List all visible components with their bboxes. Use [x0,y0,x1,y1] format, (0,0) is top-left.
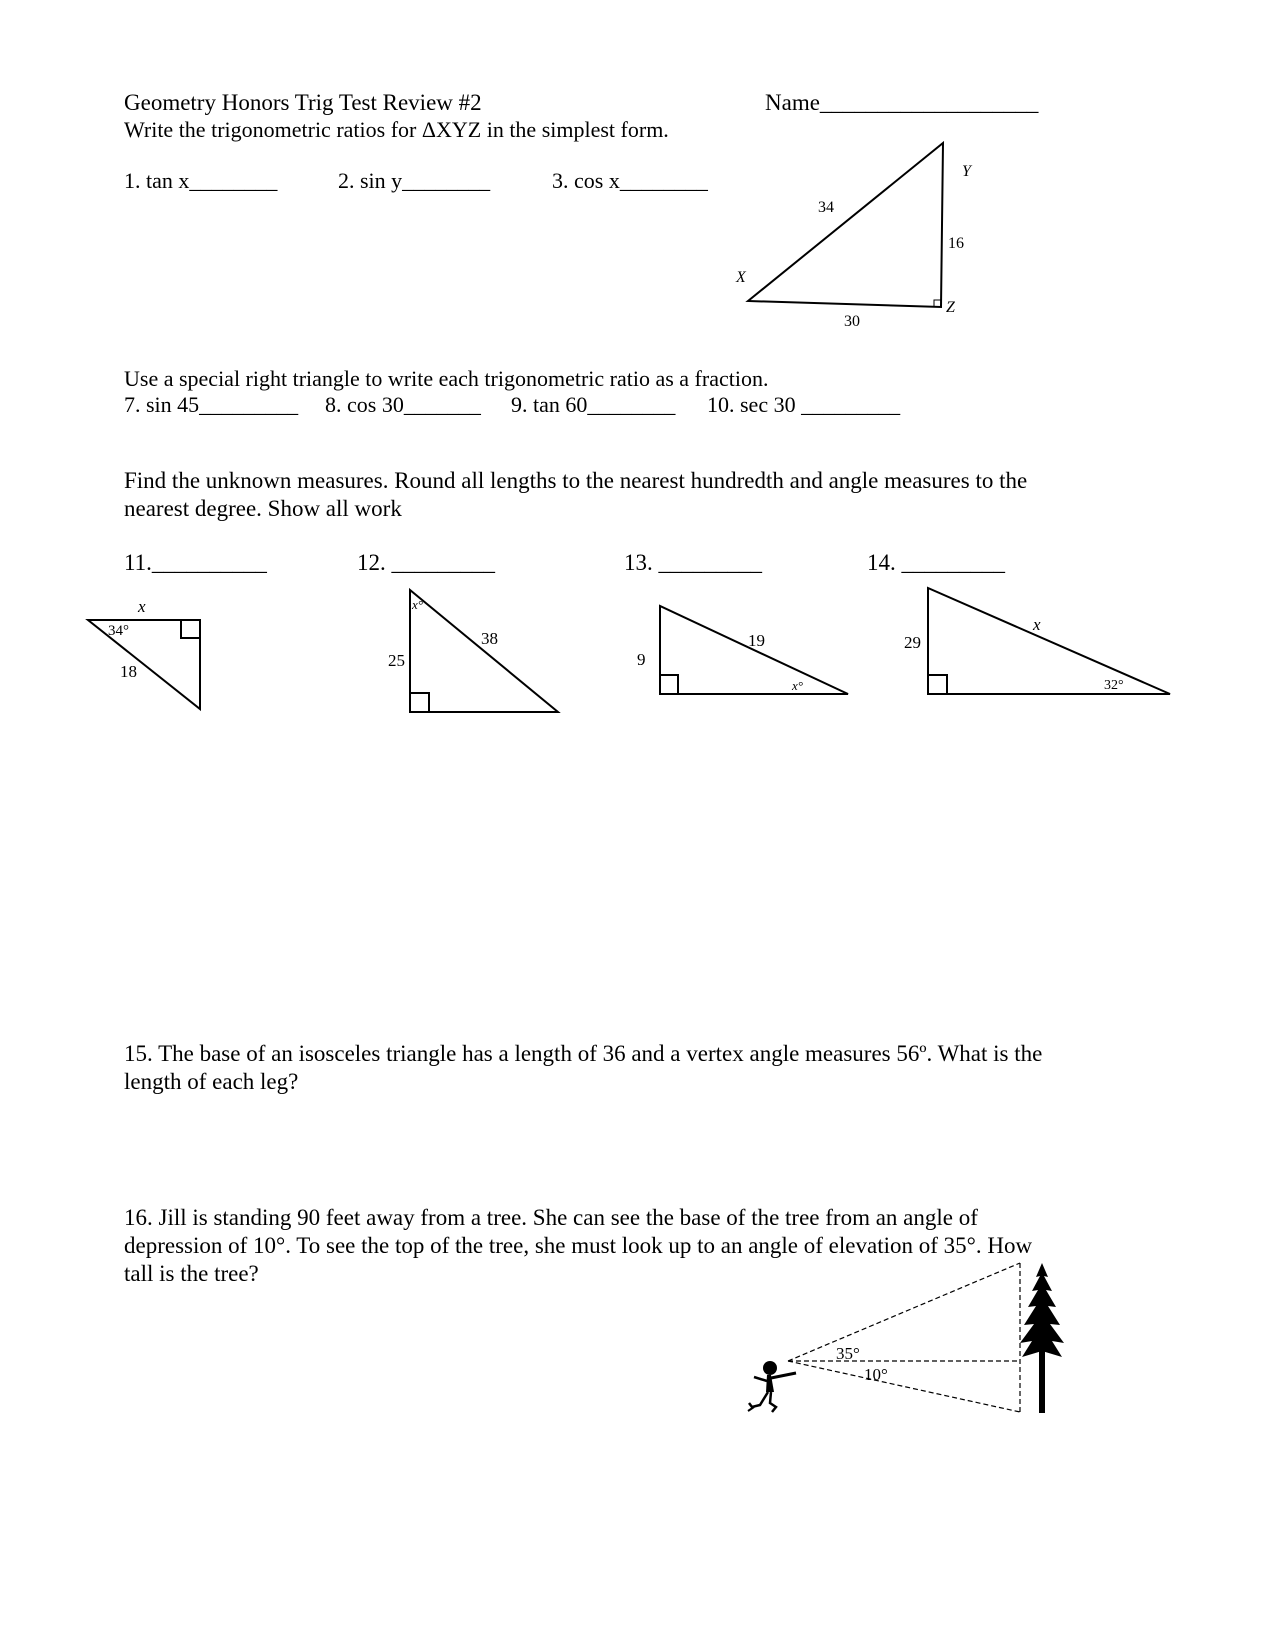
question-9: 9. tan 60________ [511,392,676,417]
figure-11-triangle [88,620,200,709]
vertical-leg-label: 16 [948,235,964,252]
figure-12 [380,585,570,720]
section1-instructions: Write the trigonometric ratios for ΔXYZ in the simplest form. [124,117,669,142]
figure-13-leg: 9 [637,650,646,669]
figure-14 [900,582,1180,702]
figure-11-hyp: 18 [120,662,137,681]
line-of-sight-top [788,1263,1020,1361]
figure-12-hyp: 38 [481,629,498,648]
right-angle-marker [181,620,200,638]
triangle-xyz-shape [748,143,943,307]
angle-depression-label: 10° [864,1365,888,1384]
question-14: 14. _________ [867,550,1005,575]
figure-12-leg: 25 [388,651,405,670]
figure-13-hyp: 19 [748,631,765,650]
hypotenuse-label: 34 [818,199,834,216]
figure-12-triangle [410,590,558,712]
triangle-xyz-figure [720,140,980,340]
vertex-y-label: Y [962,163,971,180]
figure-14-angle: 32° [1104,678,1124,693]
section2-instructions: Use a special right triangle to write each trigonometric ratio as a fraction. [124,366,769,391]
question-8: 8. cos 30_______ [325,392,481,417]
vertex-z-label: Z [946,299,955,316]
line-of-sight-base [788,1361,1020,1412]
right-angle-marker [660,675,678,694]
person-icon [748,1361,796,1412]
figure-14-triangle [928,588,1170,694]
figure-11-side-x: x [138,597,146,616]
question-13: 13. _________ [624,550,762,575]
horizontal-leg-label: 30 [844,313,860,330]
tree-icon [1020,1263,1064,1413]
question-7: 7. sin 45_________ [124,392,299,417]
question-2: 2. sin y________ [338,168,491,193]
right-angle-marker [928,675,947,694]
question-10: 10. sec 30 _________ [707,392,901,417]
question-3: 3. cos x________ [552,168,708,193]
question-15: 15. The base of an isosceles triangle has a length of 36 and a vertex angle measures 56º. What is the length of each leg? [124,1041,1043,1094]
tree-problem-figure [740,1255,1080,1430]
question-16: 16. Jill is standing 90 feet away from a tree. She can see the base of the tree from an angle of depression of 10°. To see the top of the tree, she must look up to an angle of elevation of 35°. How tall is the tree? [124,1205,1033,1286]
figure-14-hyp: x [1033,615,1041,634]
question-12: 12. _________ [357,550,495,575]
figure-13-triangle [660,606,848,694]
question-11: 11.__________ [124,550,267,575]
figure-13-angle: x° [792,678,803,693]
angle-elevation-label: 35° [836,1344,860,1363]
page-title: Geometry Honors Trig Test Review #2 [124,90,482,115]
figure-13 [630,598,860,703]
figure-11 [80,590,220,720]
figure-11-angle: 34° [108,623,129,639]
figure-12-angle: x° [412,597,423,612]
name-field-label: Name___________________ [765,90,1039,115]
right-angle-marker [410,693,429,712]
question-1: 1. tan x________ [124,168,278,193]
vertex-x-label: X [736,269,746,286]
figure-14-leg: 29 [904,633,921,652]
section3-instructions: Find the unknown measures. Round all lengths to the nearest hundredth and angle measures to the nearest degree. Show all work [124,468,1028,521]
